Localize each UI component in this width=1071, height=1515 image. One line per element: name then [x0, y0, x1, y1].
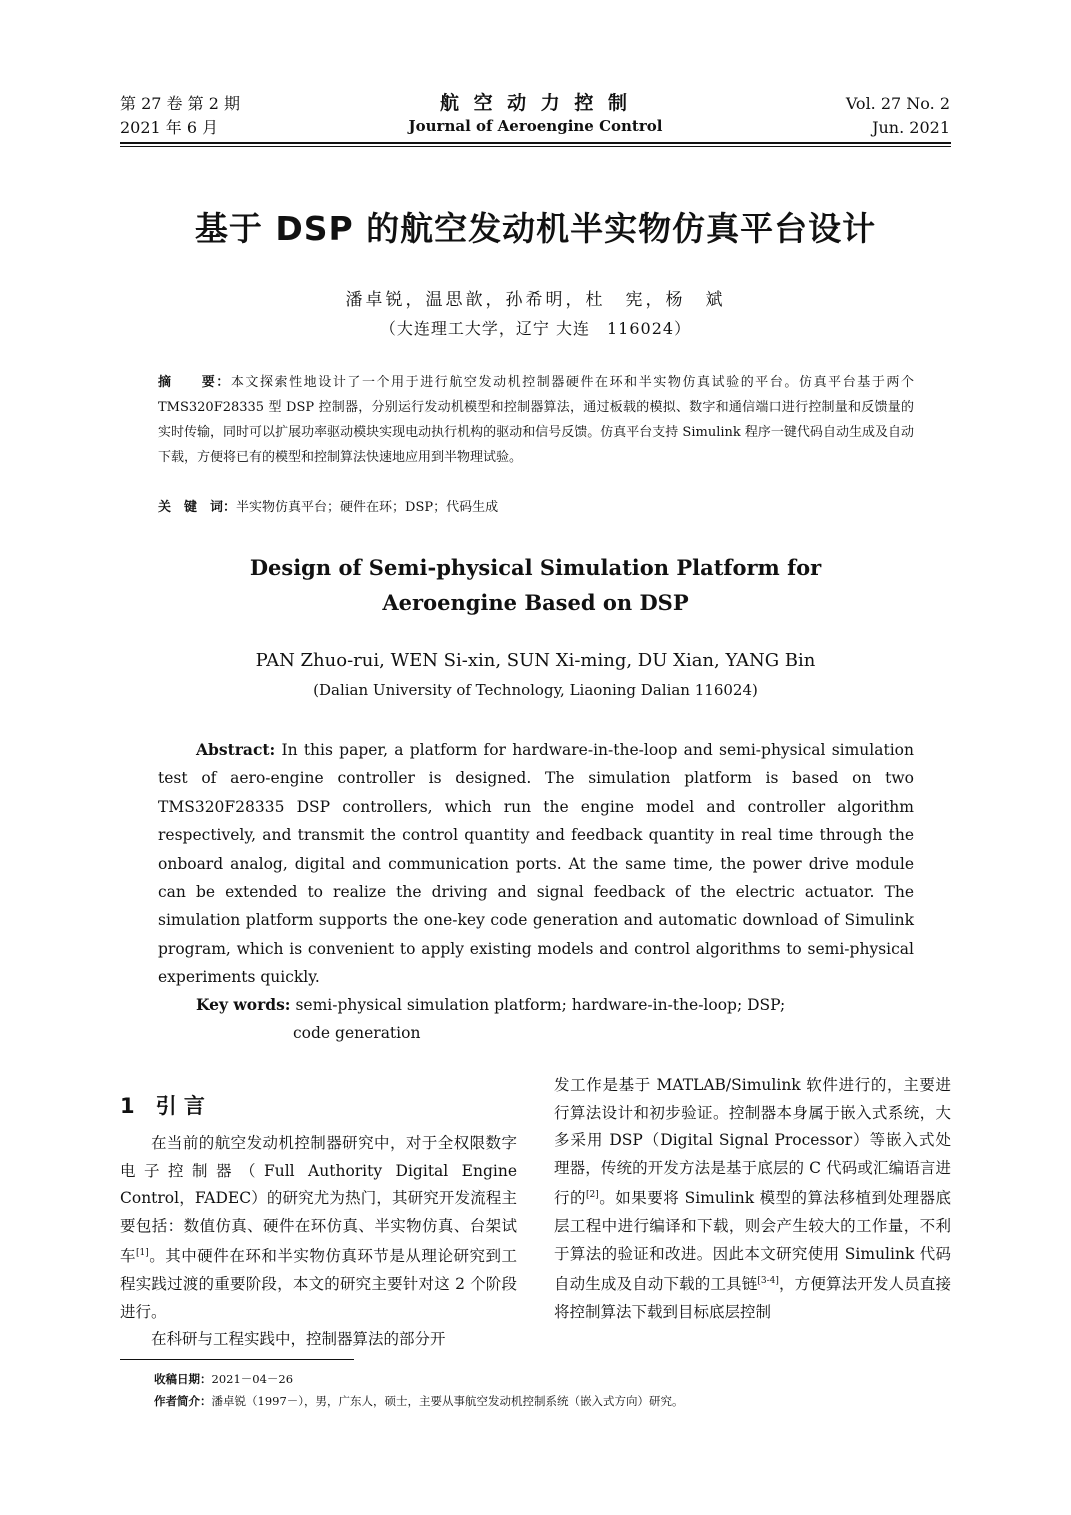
- footnotes: [154, 1368, 684, 1412]
- citation-1: [1]: [136, 1248, 149, 1259]
- affiliation-cn: （大连理工大学，辽宁 大连 116024）: [379, 319, 692, 338]
- section-1-paragraph-1: [120, 1130, 517, 1326]
- volume-issue-cn: 第 27 卷 第 2 期: [120, 94, 240, 113]
- citation-2: [2]: [585, 1190, 599, 1201]
- abstract-cn-label: 摘 要：: [158, 375, 231, 390]
- author-bio: [154, 1390, 684, 1412]
- abstract-cn-text: 本文探索性地设计了一个用于进行航空发动机控制器硬件在环和半实物仿真试验的平台。仿真平台基于两个 TMS320F28335 型 DSP 控制器，分别运行发动机模型和控制器算法，通过板载的模拟、数字和通信端口进行控制量和反馈量的实时传输，同时可以扩展功率驱动模块实现电动执行机构的驱动和信号反馈。仿真平台支持 Simulink 程序一键代码自动生成及自动下载，方便将已有的模型和控制算法快速地应用到半物理试验。: [158, 375, 914, 465]
- author-bio-value: 潘卓锐（1997－），男，广东人，硕士，主要从事航空发动机控制系统（嵌入式方向）研究。: [211, 1394, 684, 1408]
- paragraph-1-text-cont: 。其中硬件在环和半实物仿真环节是从理论研究到工程实践过渡的重要阶段，本文的研究主要针对这 2 个阶段进行。: [120, 1247, 517, 1321]
- right-text-2: 。如果要将 Simulink 模型的算法移植到处理器底层工程中进行编译和下载，则会产生较大的工作量，不利于算法的验证和改进。因此本文研究使用 Simulink 代码自动生成及自动下载的工具链: [554, 1189, 951, 1294]
- section-1-paragraph-2: 在科研与工程实践中，控制器算法的部分开: [151, 1330, 446, 1349]
- keywords-en: [196, 991, 785, 1047]
- received-value: 2021－04－26: [211, 1372, 294, 1386]
- paper-title-en-line2: Aeroengine Based on DSP: [382, 590, 689, 615]
- keywords-cn-text: 半实物仿真平台；硬件在环；DSP；代码生成: [236, 500, 499, 515]
- keywords-cn-label: 关 键 词：: [158, 500, 237, 515]
- right-text-1: 发工作是基于 MATLAB/Simulink 软件进行的，主要进行算法设计和初步验证。控制器本身属于嵌入式系统，大多采用 DSP（Digital Signal Processor）等嵌入式处理器，传统的开发方法是基于底层的 C 代码或汇编语言进行的: [554, 1076, 951, 1208]
- right-text-3: ，方便算法开发人员直接将控制算法下载到目标底层控制: [554, 1275, 951, 1322]
- received-label: 收稿日期：: [154, 1372, 212, 1386]
- section-1-paragraph-2-cont: [554, 1072, 951, 1327]
- paper-title-en: [0, 550, 1071, 620]
- header-right: [846, 92, 950, 140]
- abstract-en-label: Abstract:: [196, 740, 276, 759]
- abstract-cn: [158, 370, 914, 470]
- date-en: Jun. 2021: [872, 118, 950, 137]
- authors-cn: 潘卓锐，温思歆，孙希明，杜 宪，杨 斌: [345, 290, 726, 310]
- paper-title-en-line1: Design of Semi-physical Simulation Platform for: [249, 555, 822, 580]
- author-bio-label: 作者简介：: [154, 1394, 212, 1408]
- section-1-heading: 1 引 言: [120, 1094, 205, 1118]
- footnote-rule: [120, 1359, 354, 1360]
- authors-en: PAN Zhuo-rui, WEN Si-xin, SUN Xi-ming, DU Xian, YANG Bin: [255, 650, 816, 671]
- abstract-en-text: In this paper, a platform for hardware-in-the-loop and semi-physical simulation test of aero-engine controller is designed. The simulation platform is based on two TMS320F28335 DSP controllers, which run the engine model and controller algorithm respectively, and transmit the control quantity and feedback quantity in real time through the onboard analog, digital and communication ports. At the same time, the power drive module can be extended to realize the driving and signal feedback of the electric actuator. The simulation platform supports the one-key code generation and automatic download of Simulink program, which is convenient to apply existing models and control algorithms to semi-physical experiments quickly.: [158, 741, 914, 987]
- header-rule-thin: [120, 146, 951, 147]
- date-cn: 2021 年 6 月: [120, 118, 219, 137]
- keywords-en-line1: semi-physical simulation platform; hardware-in-the-loop; DSP;: [290, 996, 786, 1014]
- journal-name-en: Journal of Aeroengine Control: [408, 117, 663, 135]
- journal-name-cn: 航 空 动 力 控 制: [439, 92, 632, 114]
- body-column-left: [120, 1130, 517, 1354]
- received-date: [154, 1368, 684, 1390]
- keywords-en-label: Key words:: [196, 995, 291, 1014]
- paragraph-1-text: 在当前的航空发动机控制器研究中，对于全权限数字电子控制器（Full Authority Digital Engine Control，FADEC）的研究尤为热门，其研究开发流程主要包括：数值仿真、硬件在环仿真、半实物仿真、台架试车: [120, 1134, 517, 1266]
- header-rule-thick: [120, 142, 951, 144]
- citation-3-4: [3-4]: [757, 1276, 779, 1287]
- body-column-right: [554, 1072, 951, 1327]
- abstract-en: [158, 736, 914, 992]
- affiliation-en: (Dalian University of Technology, Liaoning Dalian 116024): [313, 681, 758, 699]
- paper-title-cn: 基于 DSP 的航空发动机半实物仿真平台设计: [194, 209, 877, 248]
- keywords-cn: [158, 496, 914, 520]
- keywords-en-line2: code generation: [293, 1024, 421, 1042]
- volume-issue-en: Vol. 27 No. 2: [845, 94, 950, 113]
